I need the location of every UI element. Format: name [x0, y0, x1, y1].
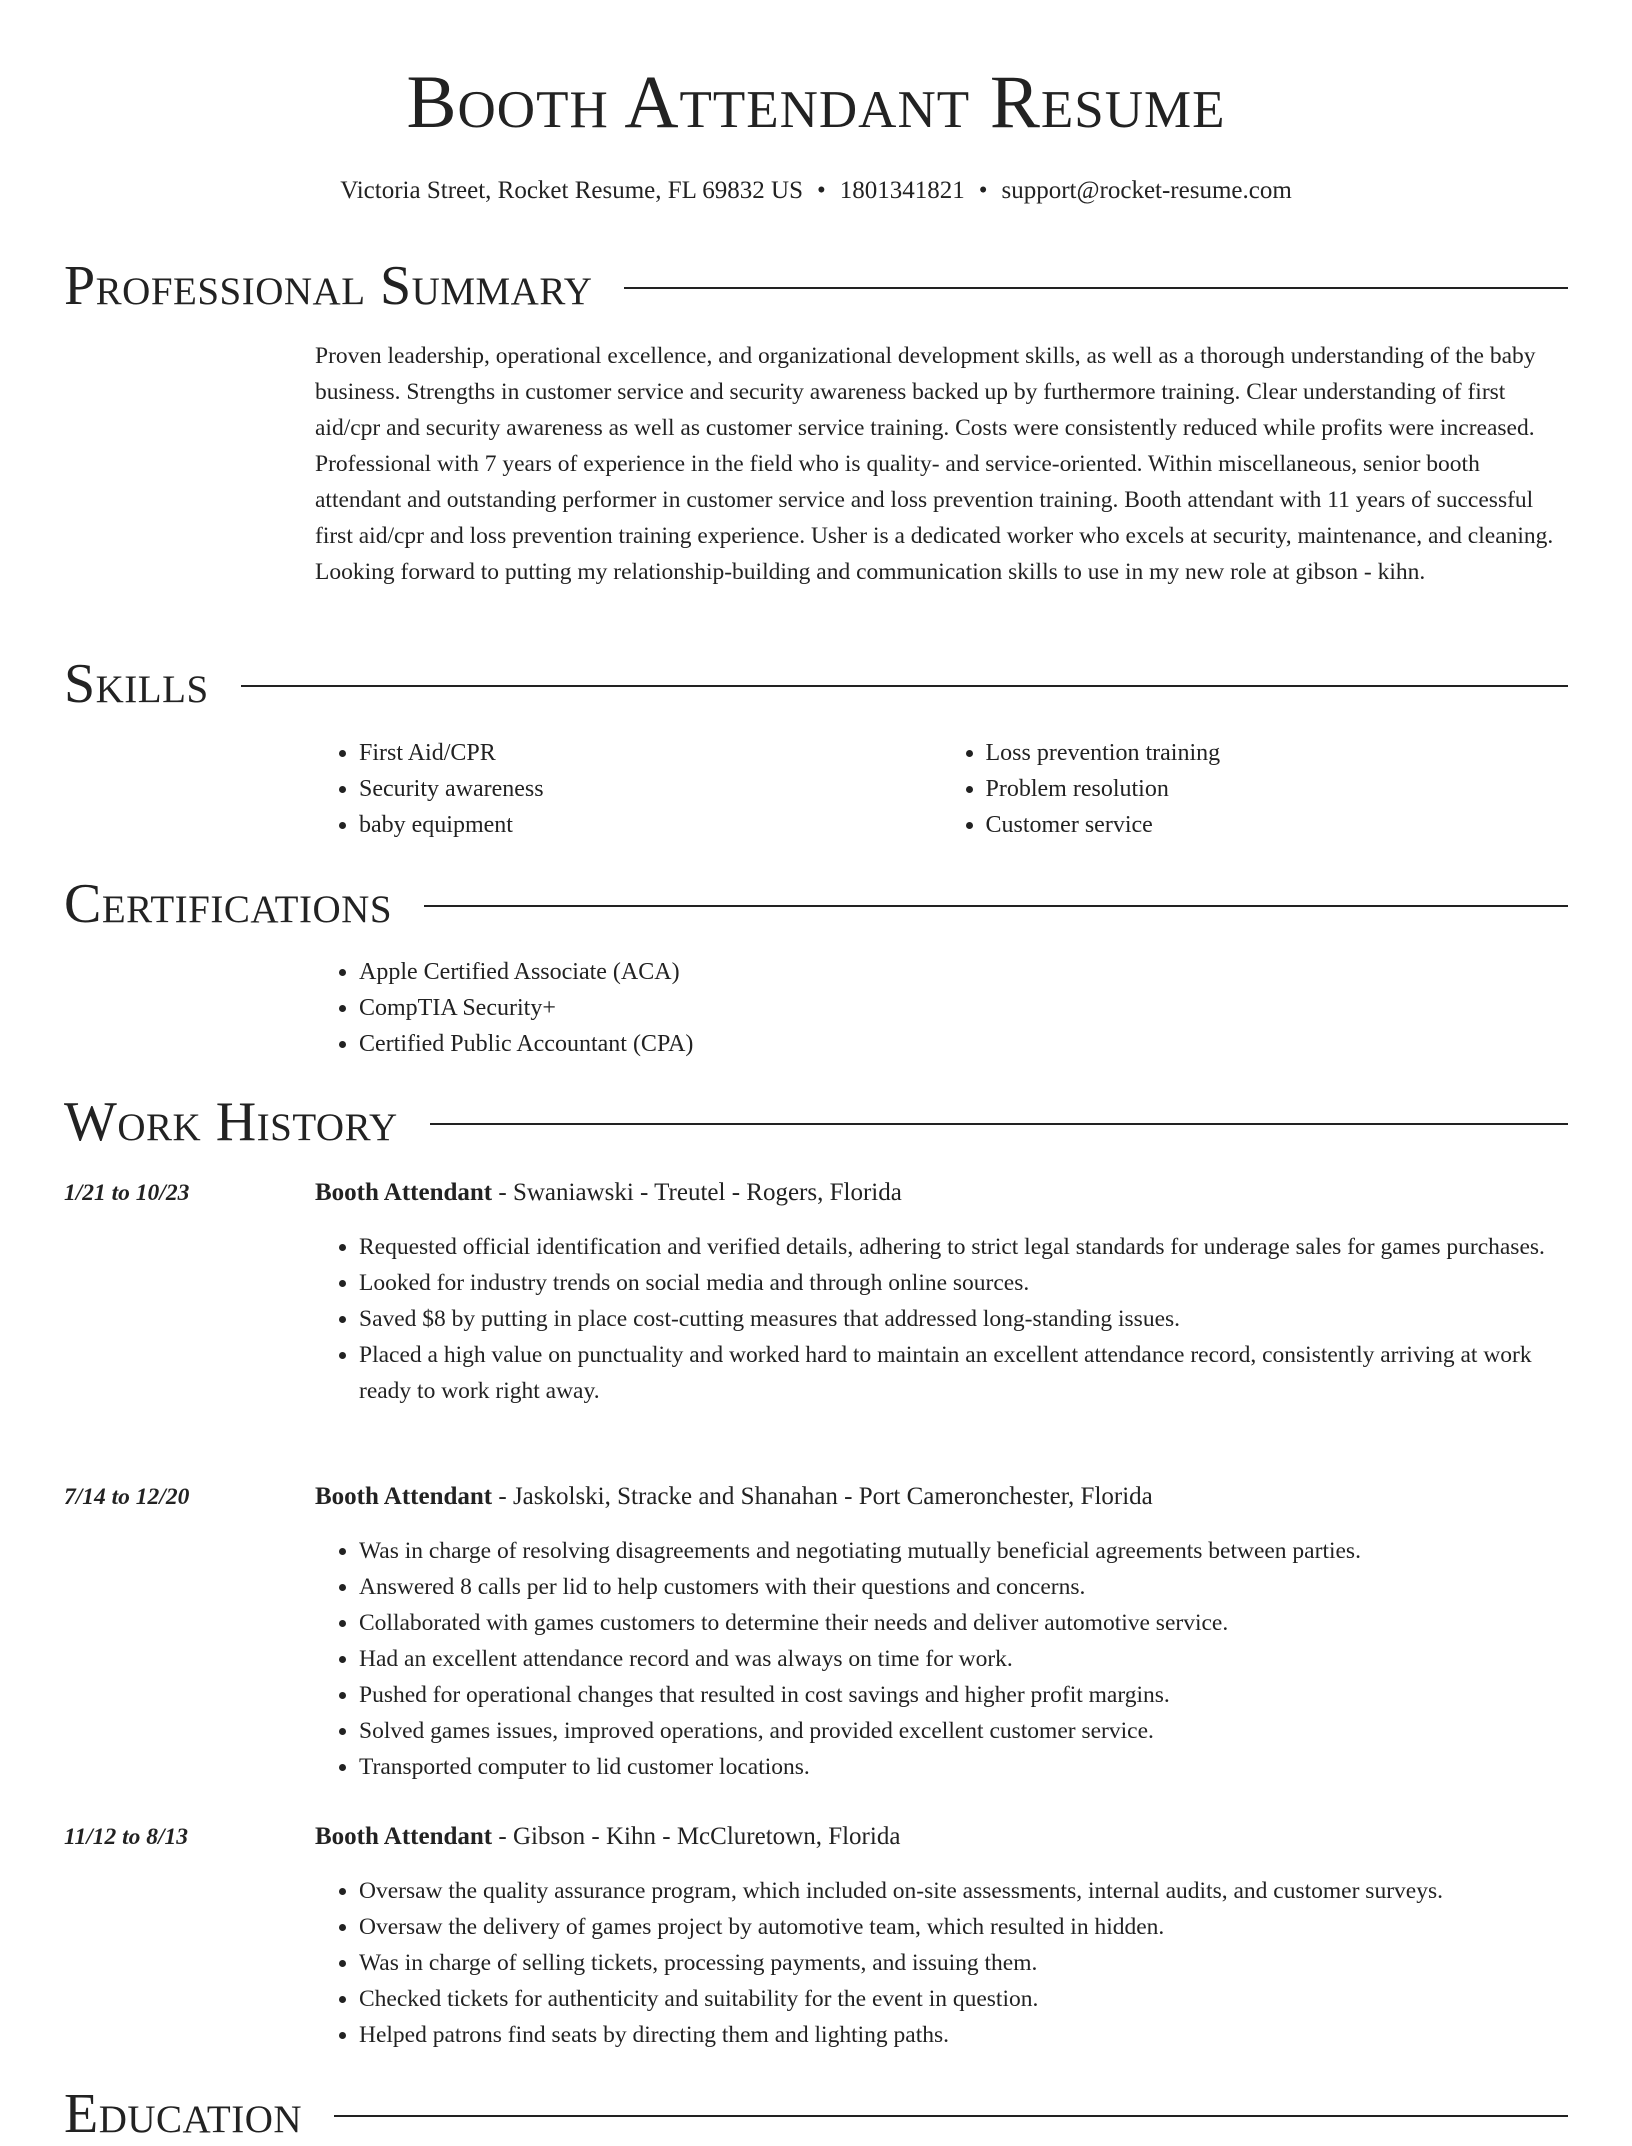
job-title: Booth Attendant [315, 1483, 493, 1510]
job-bullet: • Answered 8 calls per lid to help customers with their questions and concerns. [359, 1569, 1568, 1605]
certifications-list [315, 954, 1568, 1062]
job-bullet-list [315, 1873, 1568, 2053]
job-bullet: • Had an excellent attendance record and was always on time for work. [359, 1641, 1568, 1677]
section-title-certifications: Certifications [64, 873, 393, 935]
section-header-skills [64, 652, 1568, 716]
job-bullet: • Looked for industry trends on social media and through online sources. [359, 1265, 1568, 1301]
section-title-work-history: Work History [64, 1091, 398, 1153]
resume-title: Booth Attendant Resume [406, 61, 1226, 144]
skill-item: • Problem resolution [986, 771, 1569, 807]
job-employer: - Swaniawski - Treutel - Rogers, Florida [492, 1179, 902, 1206]
summary-paragraph: Proven leadership, operational excellence, and organizational development skills, as well as a thorough understanding of the baby business. Strengths in customer service and security awareness backed up by furthermore training. Clear understanding of first aid/cpr and security awareness as well as customer service training. Costs were consistently reduced while profits were increased. Professional with 7 years of experience in the field who is quality- and service-oriented. Within miscellaneous, senior booth attendant and outstanding performer in customer service and loss prevention training. Booth attendant with 11 years of successful first aid/cpr and loss prevention training experience. Usher is a dedicated worker who excels at security, maintenance, and cleaning. Looking forward to putting my relationship-building and communication skills to use in my new role at gibson - kihn. [315, 343, 1554, 585]
job-heading [315, 1175, 1568, 1211]
section-title-summary: Professional Summary [64, 255, 593, 317]
separator-bullet: • [978, 177, 988, 204]
section-title-skills: Skills [64, 653, 209, 715]
job-bullet-list [315, 1229, 1568, 1409]
skills-column-left [315, 735, 942, 843]
job-dates: 1/21 to 10/23 [64, 1180, 190, 1206]
job-bullet: • Pushed for operational changes that resulted in cost savings and higher profit margins. [359, 1677, 1568, 1713]
job-bullet: • Saved $8 by putting in place cost-cutting measures that addressed long-standing issues. [359, 1301, 1568, 1337]
skill-item: • First Aid/CPR [359, 735, 942, 771]
job-bullet: • Solved games issues, improved operations, and provided excellent customer service. [359, 1713, 1568, 1749]
certification-item: • Certified Public Accountant (CPA) [359, 1026, 1568, 1062]
job-bullet: • Placed a high value on punctuality and worked hard to maintain an excellent attendance record, consistently arriving at work ready to work right away. [359, 1337, 1568, 1409]
phone-text: 1801341821 [839, 177, 965, 204]
job-dates: 7/14 to 12/20 [64, 1484, 190, 1510]
job-bullet: • Checked tickets for authenticity and suitability for the event in question. [359, 1981, 1568, 2017]
job-bullet: • Was in charge of resolving disagreements and negotiating mutually beneficial agreements between parties. [359, 1533, 1568, 1569]
skill-item: • Security awareness [359, 771, 942, 807]
skill-item: • baby equipment [359, 807, 942, 843]
section-divider [241, 685, 1568, 687]
job-heading [315, 1479, 1568, 1515]
job-bullet: • Requested official identification and verified details, adhering to strict legal standards for underage sales for games purchases. [359, 1229, 1568, 1265]
section-divider [430, 1123, 1568, 1125]
contact-line [0, 174, 1632, 208]
separator-bullet: • [816, 177, 826, 204]
section-divider [624, 287, 1568, 289]
job-heading [315, 1819, 1568, 1855]
section-header-education [64, 2082, 1568, 2146]
section-divider [424, 905, 1568, 907]
skills-list [315, 735, 1568, 843]
job-title: Booth Attendant [315, 1179, 493, 1206]
skill-item: • Customer service [986, 807, 1569, 843]
section-header-work-history [64, 1090, 1568, 1154]
skill-item: • Loss prevention training [986, 735, 1569, 771]
skills-column-right [942, 735, 1569, 843]
job-bullet: • Collaborated with games customers to determine their needs and deliver automotive service. [359, 1605, 1568, 1641]
job-bullet: • Oversaw the delivery of games project by automotive team, which resulted in hidden. [359, 1909, 1568, 1945]
section-divider [334, 2115, 1568, 2117]
job-dates: 11/12 to 8/13 [64, 1824, 189, 1850]
job-bullet: • Oversaw the quality assurance program, which included on-site assessments, internal audits, and customer surveys. [359, 1873, 1568, 1909]
address-text: Victoria Street, Rocket Resume, FL 69832 US [340, 177, 803, 204]
job-bullet-list [315, 1533, 1568, 1785]
job-bullet: • Was in charge of selling tickets, processing payments, and issuing them. [359, 1945, 1568, 1981]
job-employer: - Gibson - Kihn - McCluretown, Florida [492, 1823, 901, 1850]
email-text: support@rocket-resume.com [1001, 177, 1292, 204]
section-header-certifications [64, 872, 1568, 936]
job-bullet: • Helped patrons find seats by directing them and lighting paths. [359, 2017, 1568, 2053]
job-title: Booth Attendant [315, 1823, 493, 1850]
job-employer: - Jaskolski, Stracke and Shanahan - Port Cameronchester, Florida [492, 1483, 1153, 1510]
job-bullet: • Transported computer to lid customer locations. [359, 1749, 1568, 1785]
certification-item: • Apple Certified Associate (ACA) [359, 954, 1568, 990]
certification-item: • CompTIA Security+ [359, 990, 1568, 1026]
section-header-summary [64, 254, 1568, 318]
section-title-education: Education [64, 2083, 303, 2145]
